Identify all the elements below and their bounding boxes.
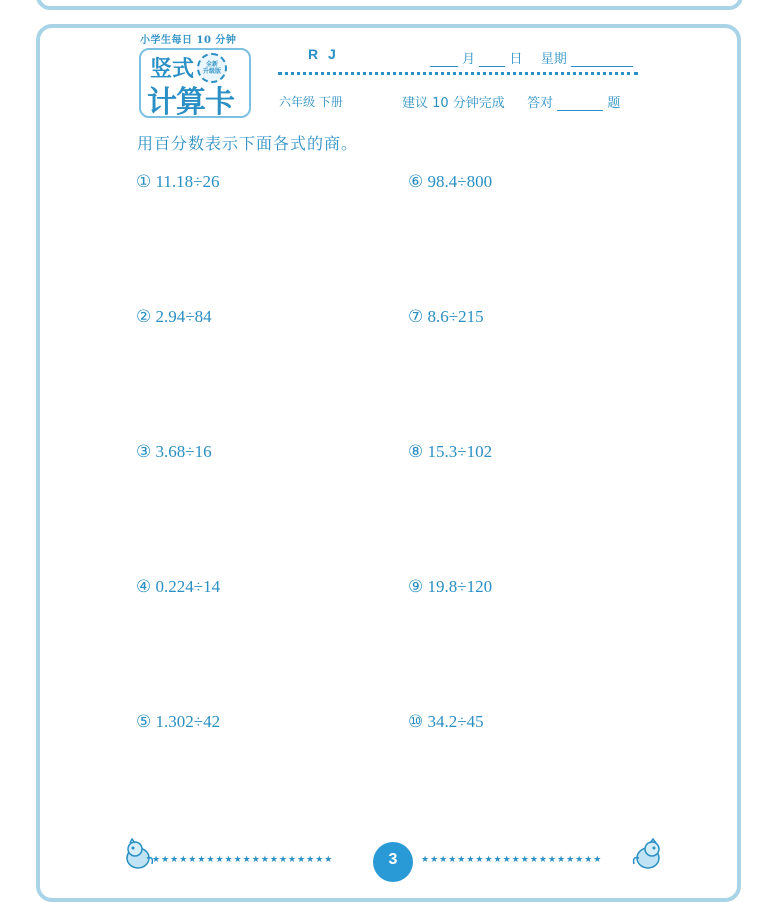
correct-label: 答对: [527, 96, 554, 111]
problem-9: ⑨ 19.8÷120: [408, 577, 493, 596]
footer-stars-right: ★★★★★★★★★★★★★★★★★★★★: [421, 855, 603, 865]
correct-count-blank[interactable]: [557, 96, 603, 111]
footer-stars-left: ★★★★★★★★★★★★★★★★★★★★: [152, 855, 334, 865]
dotted-divider: [278, 72, 638, 75]
question-label: 题: [607, 96, 621, 111]
logo-title-line2: 计算卡: [147, 85, 234, 120]
day-blank[interactable]: [479, 52, 505, 67]
previous-page-card: [36, 0, 743, 10]
series-title: 小学生每日 10 分钟: [140, 35, 237, 46]
page-number: 3: [373, 842, 413, 882]
day-label: 日: [509, 52, 523, 67]
problem-4: ④ 0.224÷14: [136, 577, 221, 596]
grade-label: 六年级 下册: [279, 95, 343, 109]
worksheet-card: [36, 24, 741, 902]
problem-5: ⑤ 1.302÷42: [136, 712, 221, 731]
problem-10: ⑩ 34.2÷45: [408, 712, 484, 731]
weekday-label: 星期: [540, 52, 567, 67]
problem-6: ⑥ 98.4÷800: [408, 172, 493, 191]
problem-7: ⑦ 8.6÷215: [408, 307, 484, 326]
date-fields: [430, 48, 633, 67]
dragon-mascot-left-icon: [122, 838, 156, 870]
suggested-time: 建议 10 分钟完成: [402, 96, 505, 111]
problem-2: ② 2.94÷84: [136, 307, 212, 326]
badge-text-2: 升级版: [202, 68, 221, 75]
month-label: 月: [462, 52, 476, 67]
instruction-text: 用百分数表示下面各式的商。: [137, 134, 359, 153]
problem-8: ⑧ 15.3÷102: [408, 442, 493, 461]
weekday-blank[interactable]: [571, 52, 633, 67]
problem-1: ① 11.18÷26: [136, 172, 220, 191]
edition-label: R J: [308, 46, 339, 62]
month-blank[interactable]: [430, 52, 458, 67]
dragon-mascot-right-icon: [630, 838, 666, 870]
logo-title-line1: 竖式: [150, 57, 195, 82]
badge-text-1: 全新: [205, 61, 218, 68]
upgrade-badge: [197, 53, 227, 83]
problem-3: ③ 3.68÷16: [136, 442, 212, 461]
suggestion-row: [402, 92, 620, 111]
